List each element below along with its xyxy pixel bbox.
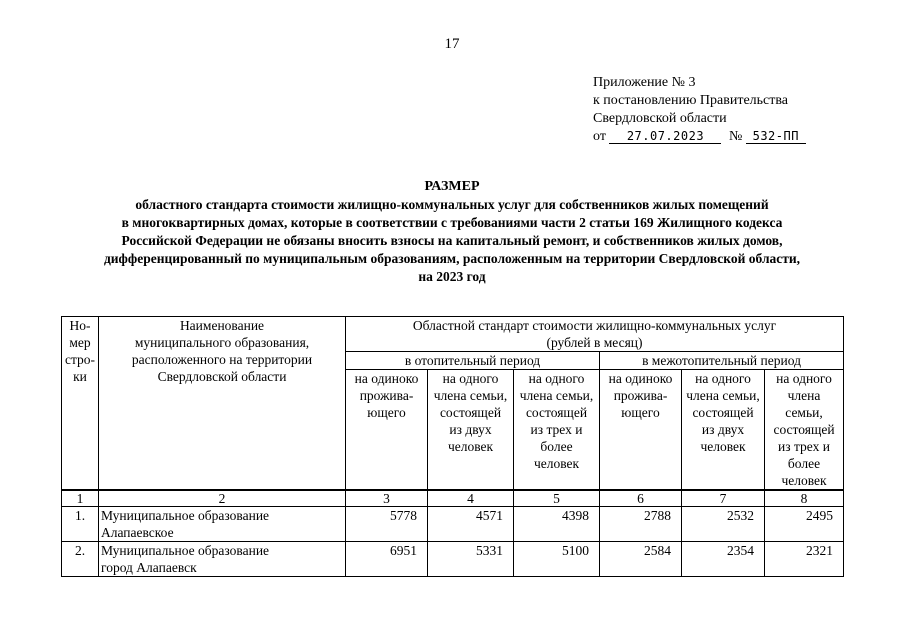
subtitle-line: дифференцированный по муниципальным образованиям, расположенным на территории Свердловской области, bbox=[103, 251, 801, 266]
header-standard: Областной стандарт стоимости жилищно-коммунальных услуг (рублей в месяц) bbox=[346, 317, 844, 352]
value-cell: 4571 bbox=[428, 507, 514, 542]
row-number: 1. bbox=[62, 507, 99, 542]
header-row-top bbox=[62, 317, 844, 352]
subtitle-line: на 2023 год bbox=[418, 269, 486, 284]
appendix-resolution: к постановлению Правительства bbox=[593, 93, 789, 108]
header-municipality: Наименование муниципального образования, расположенного на территории Свердловской области bbox=[99, 317, 346, 491]
column-index-row bbox=[62, 490, 844, 507]
column-index: 7 bbox=[682, 490, 765, 507]
header-sub-col: на одного члена семьи, состоящей из трех и более человек bbox=[765, 370, 844, 491]
number-label: № bbox=[728, 129, 743, 144]
appendix-title: Приложение № 3 bbox=[593, 75, 696, 90]
column-index: 4 bbox=[428, 490, 514, 507]
value-cell: 5778 bbox=[346, 507, 428, 542]
table-row bbox=[62, 507, 844, 542]
header-sub-col: на одного члена семьи, состоящей из трех и более человек bbox=[514, 370, 600, 491]
standards-table bbox=[61, 316, 844, 577]
from-label: от bbox=[593, 129, 606, 144]
header-sub-col: на одного члена семьи, состоящей из двух человек bbox=[428, 370, 514, 491]
value-cell: 2321 bbox=[765, 542, 844, 577]
value-cell: 6951 bbox=[346, 542, 428, 577]
table-row bbox=[62, 542, 844, 577]
subtitle-line: Российской Федерации не обязаны вносить взносы на капитальный ремонт, и собственников жилых домов, bbox=[121, 233, 783, 248]
document-title: РАЗМЕР bbox=[424, 179, 480, 194]
value-cell: 2584 bbox=[600, 542, 682, 577]
column-index: 1 bbox=[62, 490, 99, 507]
value-cell: 2788 bbox=[600, 507, 682, 542]
header-sub-col: на одного члена семьи, состоящей из двух человек bbox=[682, 370, 765, 491]
appendix-block bbox=[593, 74, 806, 146]
column-index: 8 bbox=[765, 490, 844, 507]
header-row-number: Но- мер стро- ки bbox=[62, 317, 99, 491]
subtitle-line: в многоквартирных домах, которые в соответствии с требованиями части 2 статьи 169 Жилищного кодекса bbox=[121, 215, 783, 230]
value-cell: 4398 bbox=[514, 507, 600, 542]
value-cell: 2495 bbox=[765, 507, 844, 542]
header-heating-period: в отопительный период bbox=[346, 352, 600, 370]
header-sub-col: на одиноко прожива- ющего bbox=[346, 370, 428, 491]
subtitle-line: областного стандарта стоимости жилищно-коммунальных услуг для собственников жилых помещений bbox=[135, 197, 769, 212]
column-index: 3 bbox=[346, 490, 428, 507]
header-non-heating-period: в межотопительный период bbox=[600, 352, 844, 370]
municipality-name: Муниципальное образование Алапаевское bbox=[99, 507, 346, 542]
column-index: 5 bbox=[514, 490, 600, 507]
municipality-name: Муниципальное образование город Алапаевск bbox=[99, 542, 346, 577]
resolution-number: 532-ПП bbox=[746, 129, 806, 144]
column-index: 6 bbox=[600, 490, 682, 507]
value-cell: 2532 bbox=[682, 507, 765, 542]
value-cell: 5100 bbox=[514, 542, 600, 577]
document-subtitle bbox=[60, 196, 844, 286]
row-number: 2. bbox=[62, 542, 99, 577]
value-cell: 2354 bbox=[682, 542, 765, 577]
value-cell: 5331 bbox=[428, 542, 514, 577]
resolution-date: 27.07.2023 bbox=[609, 129, 721, 144]
page-number: 17 bbox=[444, 36, 460, 52]
appendix-date-line bbox=[593, 128, 806, 146]
column-index: 2 bbox=[99, 490, 346, 507]
appendix-region: Свердловской области bbox=[593, 111, 727, 126]
header-sub-col: на одиноко прожива- ющего bbox=[600, 370, 682, 491]
